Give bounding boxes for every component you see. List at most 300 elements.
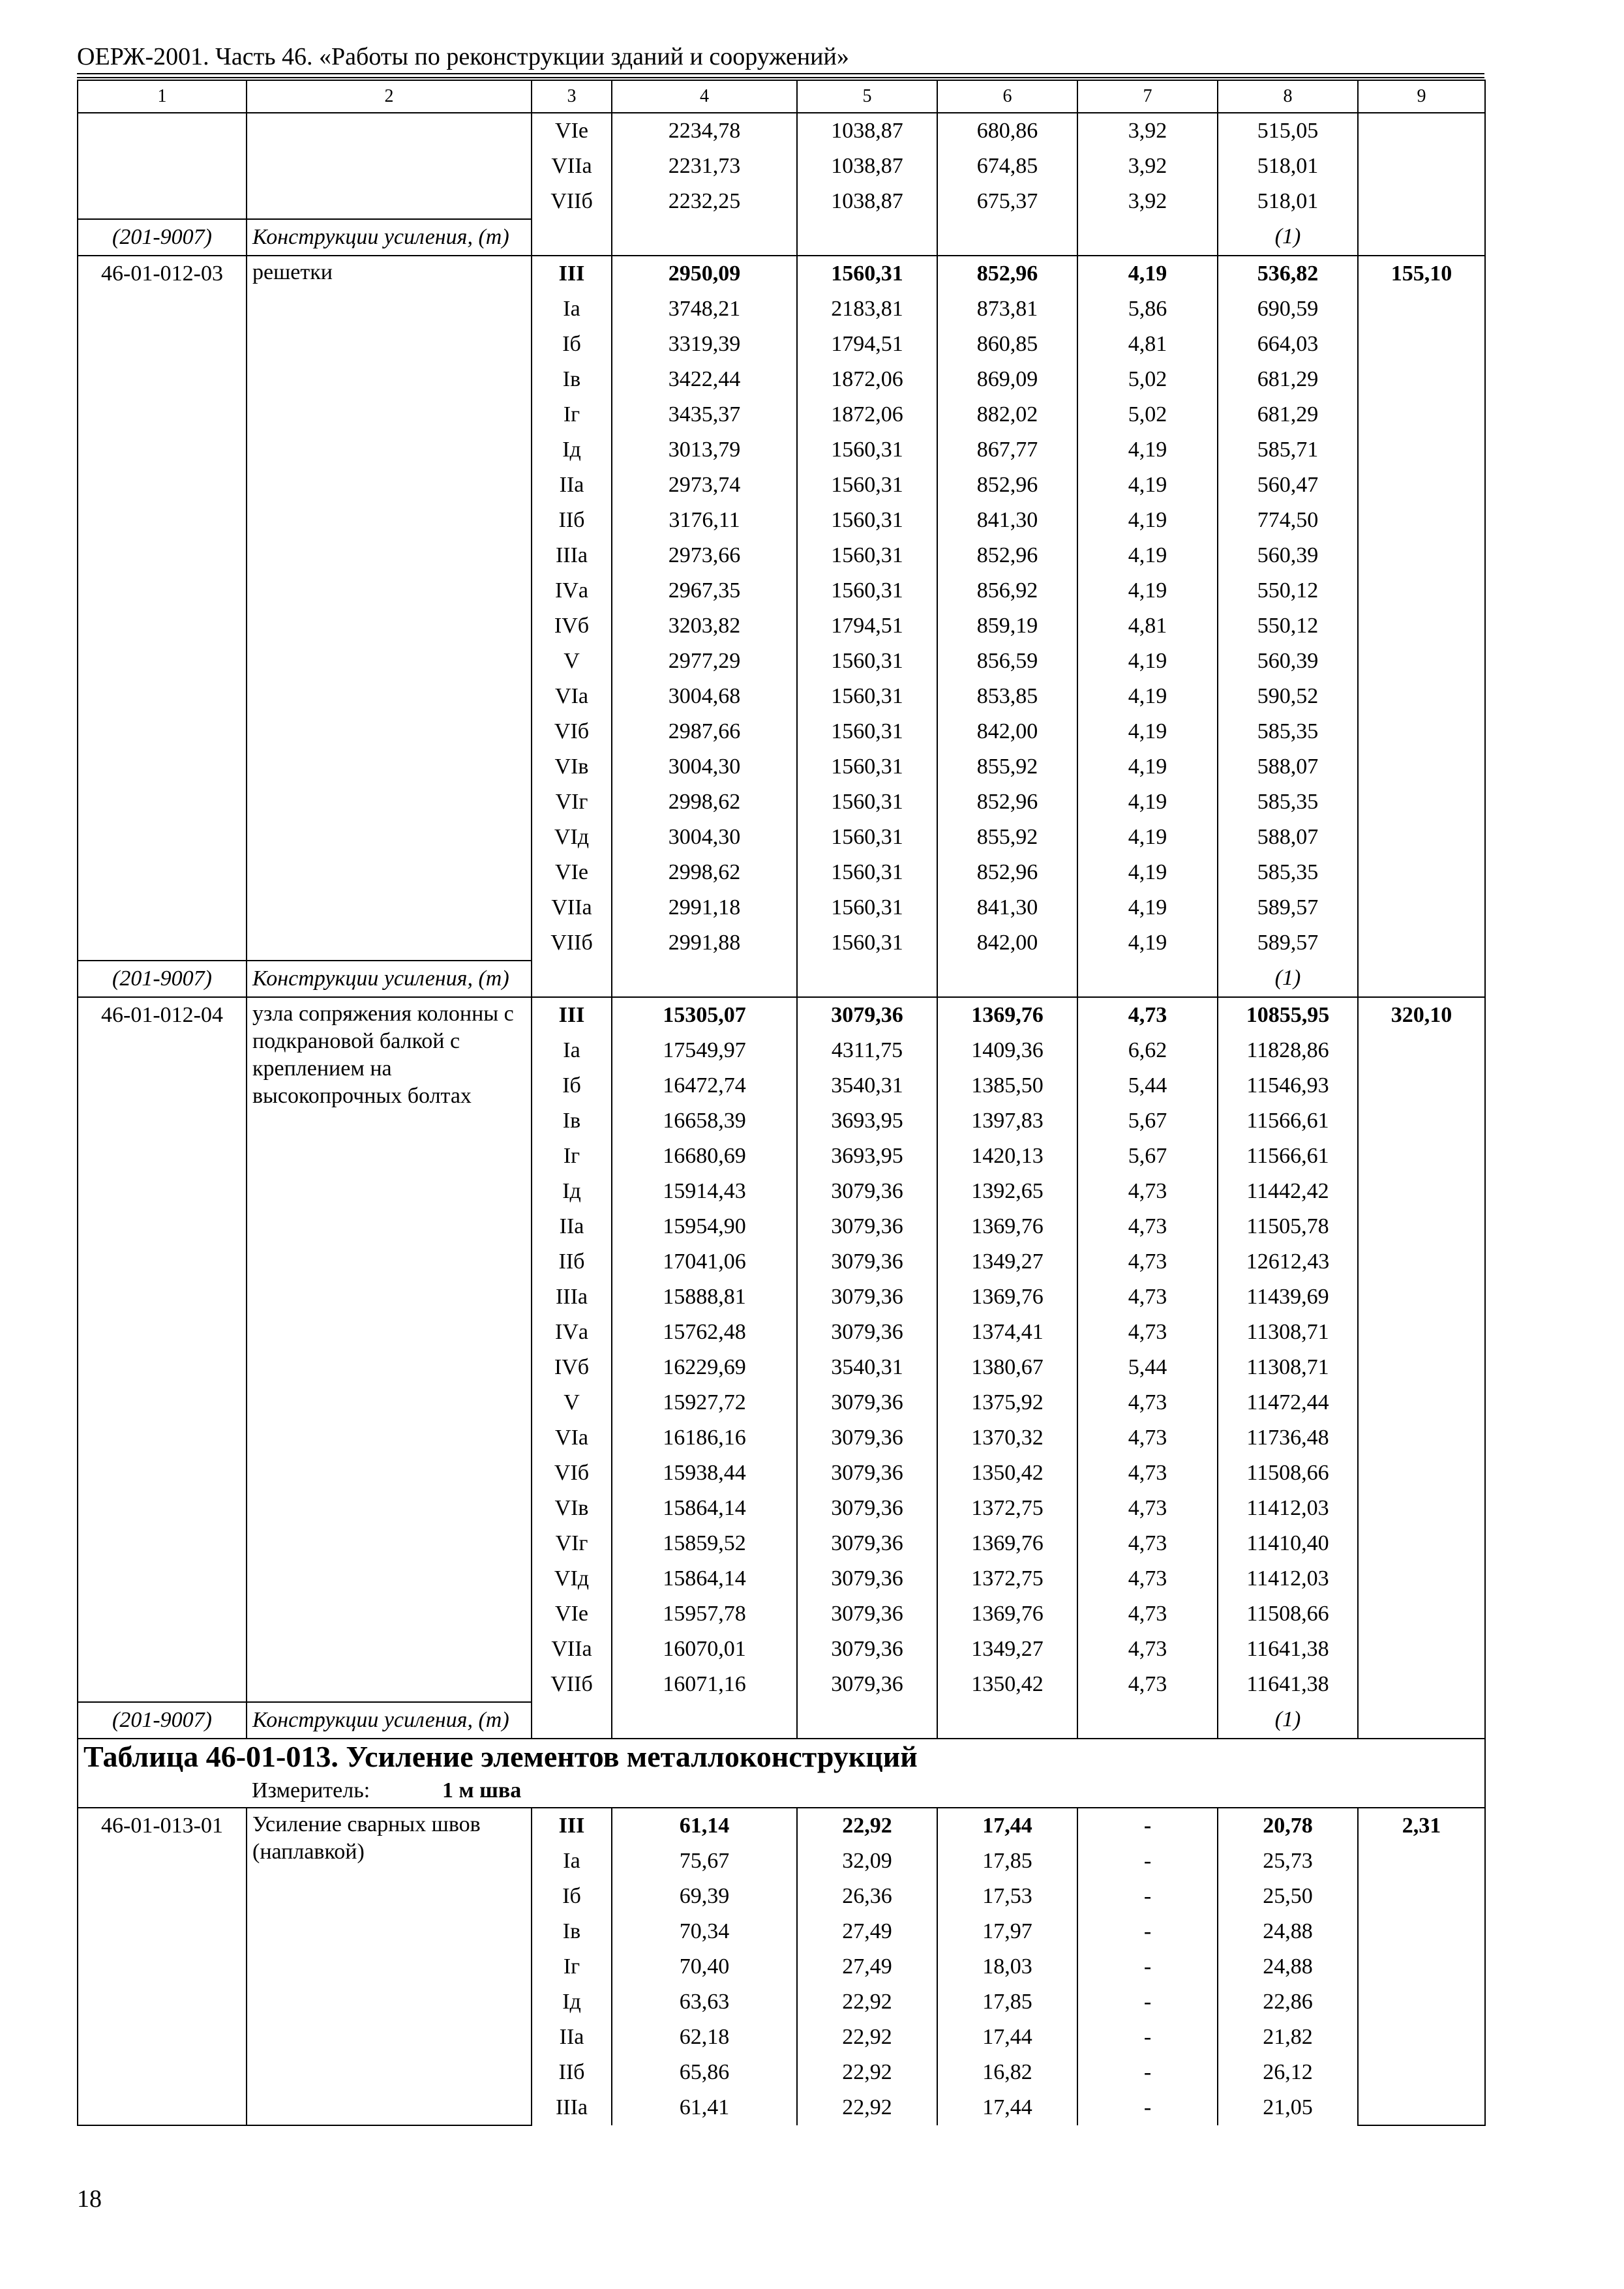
wages-cell: 26,36	[797, 1879, 937, 1914]
machines-cell: 1350,42	[937, 1456, 1077, 1491]
total-cost-cell: 2987,66	[612, 714, 797, 749]
wages-cell: 1872,06	[797, 397, 937, 432]
zone-cell: Iд	[532, 1174, 612, 1209]
materials-cell: 11641,38	[1218, 1632, 1358, 1667]
wages-cell: 3079,36	[797, 1596, 937, 1632]
meter-cell	[78, 1774, 1485, 1808]
materials-cell: 664,03	[1218, 327, 1358, 362]
wages-cell: 3079,36	[797, 1279, 937, 1315]
rate-name	[247, 113, 532, 219]
materials-cell: 515,05	[1218, 113, 1358, 149]
zone-cell: Iб	[532, 327, 612, 362]
total-cost-cell: 65,86	[612, 2055, 797, 2090]
materials-cell: 21,05	[1218, 2090, 1358, 2125]
wages-cell: 3540,31	[797, 1068, 937, 1103]
machinist-wages-cell: 4,19	[1077, 432, 1218, 468]
materials-cell: 585,35	[1218, 785, 1358, 820]
zone-cell: VIб	[532, 1456, 612, 1491]
zone-cell: Iд	[532, 1984, 612, 2020]
total-cost-cell: 2998,62	[612, 785, 797, 820]
total-cost-cell: 15864,14	[612, 1491, 797, 1526]
materials-cell: 11546,93	[1218, 1068, 1358, 1103]
machines-cell: 1372,75	[937, 1491, 1077, 1526]
column-number: 4	[612, 80, 797, 113]
machines-cell: 1369,76	[937, 1526, 1077, 1561]
machinist-wages-cell: 4,73	[1077, 1667, 1218, 1702]
machinist-wages-cell: 4,19	[1077, 644, 1218, 679]
machinist-wages-cell: 4,73	[1077, 1209, 1218, 1244]
wages-cell: 2183,81	[797, 292, 937, 327]
machines-cell: 17,44	[937, 1808, 1077, 1844]
zone-cell: VIе	[532, 113, 612, 149]
column-number: 9	[1358, 80, 1485, 113]
machines-cell: 1370,32	[937, 1420, 1077, 1456]
machinist-wages-cell: -	[1077, 1844, 1218, 1879]
table-title: Таблица 46-01-013. Усиление элементов металлоконструкций	[78, 1739, 1485, 1774]
wages-cell: 1560,31	[797, 890, 937, 925]
machinist-wages-cell: 6,62	[1077, 1033, 1218, 1068]
zone-cell: III	[532, 256, 612, 292]
wages-cell: 1560,31	[797, 503, 937, 538]
wages-cell: 3079,36	[797, 1491, 937, 1526]
rate-name: решетки	[247, 256, 532, 961]
materials-cell: 588,07	[1218, 820, 1358, 855]
empty-cell	[1077, 219, 1218, 256]
wages-cell: 22,92	[797, 2090, 937, 2125]
machines-cell: 1397,83	[937, 1103, 1077, 1139]
machines-cell: 1369,76	[937, 997, 1077, 1033]
empty-cell	[532, 1702, 612, 1739]
wages-cell: 1038,87	[797, 184, 937, 219]
machines-cell: 842,00	[937, 925, 1077, 961]
rate-code: 46-01-012-03	[78, 256, 247, 961]
zone-cell: IVб	[532, 608, 612, 644]
materials-cell: 11412,03	[1218, 1561, 1358, 1596]
empty-cell	[937, 219, 1077, 256]
total-cost-cell: 3013,79	[612, 432, 797, 468]
machinist-wages-cell: 4,19	[1077, 573, 1218, 608]
header-rule	[77, 73, 1484, 74]
empty-cell	[532, 219, 612, 256]
machines-cell: 856,59	[937, 644, 1077, 679]
zone-cell: VIIа	[532, 1632, 612, 1667]
machines-cell: 882,02	[937, 397, 1077, 432]
total-cost-cell: 15957,78	[612, 1596, 797, 1632]
materials-cell: 560,39	[1218, 644, 1358, 679]
resource-row	[78, 1702, 1485, 1739]
zone-cell: III	[532, 997, 612, 1033]
machinist-wages-cell: 4,73	[1077, 1385, 1218, 1420]
materials-cell: 560,47	[1218, 468, 1358, 503]
machinist-wages-cell: 4,73	[1077, 1491, 1218, 1526]
materials-cell: 560,39	[1218, 538, 1358, 573]
machinist-wages-cell: 4,19	[1077, 890, 1218, 925]
materials-cell: 11472,44	[1218, 1385, 1358, 1420]
machines-cell: 17,97	[937, 1914, 1077, 1949]
labor-cost-cell: 2,31	[1358, 1808, 1485, 2125]
machinist-wages-cell: 4,19	[1077, 468, 1218, 503]
materials-cell: 10855,95	[1218, 997, 1358, 1033]
machines-cell: 675,37	[937, 184, 1077, 219]
total-cost-cell: 16229,69	[612, 1350, 797, 1385]
table-row	[78, 256, 1485, 292]
total-cost-cell: 16680,69	[612, 1139, 797, 1174]
materials-cell: 25,50	[1218, 1879, 1358, 1914]
zone-cell: VIIб	[532, 925, 612, 961]
machines-cell: 1380,67	[937, 1350, 1077, 1385]
machinist-wages-cell: 3,92	[1077, 149, 1218, 184]
machines-cell: 841,30	[937, 503, 1077, 538]
wages-cell: 1560,31	[797, 644, 937, 679]
zone-cell: IIа	[532, 2020, 612, 2055]
machinist-wages-cell: 5,67	[1077, 1103, 1218, 1139]
resource-name: Конструкции усиления, (т)	[247, 219, 532, 256]
materials-cell: 26,12	[1218, 2055, 1358, 2090]
rate-code: 46-01-013-01	[78, 1808, 247, 2125]
total-cost-cell: 2234,78	[612, 113, 797, 149]
materials-cell: 585,71	[1218, 432, 1358, 468]
machinist-wages-cell: 4,81	[1077, 327, 1218, 362]
machines-cell: 859,19	[937, 608, 1077, 644]
meter-value: 1 м шва	[442, 1778, 522, 1803]
wages-cell: 3079,36	[797, 1174, 937, 1209]
total-cost-cell: 17041,06	[612, 1244, 797, 1279]
wages-cell: 3540,31	[797, 1350, 937, 1385]
zone-cell: VIг	[532, 785, 612, 820]
wages-cell: 1560,31	[797, 749, 937, 785]
total-cost-cell: 75,67	[612, 1844, 797, 1879]
machinist-wages-cell: 4,19	[1077, 820, 1218, 855]
total-cost-cell: 3004,30	[612, 820, 797, 855]
zone-cell: Iв	[532, 1914, 612, 1949]
column-number: 5	[797, 80, 937, 113]
machinist-wages-cell: 4,19	[1077, 714, 1218, 749]
machines-cell: 1374,41	[937, 1315, 1077, 1350]
total-cost-cell: 2991,88	[612, 925, 797, 961]
column-number: 3	[532, 80, 612, 113]
materials-cell: 774,50	[1218, 503, 1358, 538]
machines-cell: 1409,36	[937, 1033, 1077, 1068]
column-number: 7	[1077, 80, 1218, 113]
zone-cell: Iа	[532, 1844, 612, 1879]
materials-cell: 11641,38	[1218, 1667, 1358, 1702]
machines-cell: 852,96	[937, 538, 1077, 573]
wages-cell: 3079,36	[797, 1244, 937, 1279]
total-cost-cell: 17549,97	[612, 1033, 797, 1068]
materials-cell: 11828,86	[1218, 1033, 1358, 1068]
table-row	[78, 113, 1485, 149]
materials-cell: 585,35	[1218, 714, 1358, 749]
page-header-title: ОЕРЖ-2001. Часть 46. «Работы по реконструкции зданий и сооружений»	[77, 43, 849, 70]
zone-cell: VIIб	[532, 184, 612, 219]
machinist-wages-cell: 4,73	[1077, 1244, 1218, 1279]
total-cost-cell: 63,63	[612, 1984, 797, 2020]
materials-cell: 11736,48	[1218, 1420, 1358, 1456]
wages-cell: 4311,75	[797, 1033, 937, 1068]
resource-row	[78, 961, 1485, 997]
labor-cost-cell: 320,10	[1358, 997, 1485, 1739]
column-number: 8	[1218, 80, 1358, 113]
machinist-wages-cell: 4,73	[1077, 1596, 1218, 1632]
total-cost-cell: 15938,44	[612, 1456, 797, 1491]
zone-cell: IIIа	[532, 2090, 612, 2125]
machines-cell: 852,96	[937, 855, 1077, 890]
table-title-row	[78, 1739, 1485, 1774]
wages-cell: 1560,31	[797, 855, 937, 890]
zone-cell: VIб	[532, 714, 612, 749]
wages-cell: 1560,31	[797, 538, 937, 573]
column-number: 2	[247, 80, 532, 113]
zone-cell: VIд	[532, 1561, 612, 1596]
total-cost-cell: 70,34	[612, 1914, 797, 1949]
total-cost-cell: 2973,66	[612, 538, 797, 573]
machines-cell: 869,09	[937, 362, 1077, 397]
total-cost-cell: 16658,39	[612, 1103, 797, 1139]
machinist-wages-cell: 5,44	[1077, 1068, 1218, 1103]
machines-cell: 867,77	[937, 432, 1077, 468]
zone-cell: IVа	[532, 1315, 612, 1350]
zone-cell: IIб	[532, 503, 612, 538]
total-cost-cell: 3176,11	[612, 503, 797, 538]
empty-cell	[612, 219, 797, 256]
machinist-wages-cell: 5,02	[1077, 397, 1218, 432]
zone-cell: Iг	[532, 397, 612, 432]
zone-cell: Iа	[532, 1033, 612, 1068]
wages-cell: 3079,36	[797, 1315, 937, 1350]
machinist-wages-cell: 4,73	[1077, 1279, 1218, 1315]
wages-cell: 3079,36	[797, 1209, 937, 1244]
machinist-wages-cell: 4,81	[1077, 608, 1218, 644]
empty-cell	[937, 961, 1077, 997]
machines-cell: 1369,76	[937, 1279, 1077, 1315]
zone-cell: VIа	[532, 679, 612, 714]
machinist-wages-cell: -	[1077, 1808, 1218, 1844]
wages-cell: 1794,51	[797, 327, 937, 362]
materials-cell: 20,78	[1218, 1808, 1358, 1844]
empty-cell	[612, 1702, 797, 1739]
machinist-wages-cell: 3,92	[1077, 113, 1218, 149]
materials-cell: 22,86	[1218, 1984, 1358, 2020]
total-cost-cell: 3422,44	[612, 362, 797, 397]
rate-code	[78, 113, 247, 219]
materials-cell: 518,01	[1218, 184, 1358, 219]
total-cost-cell: 3004,68	[612, 679, 797, 714]
resource-quantity: (1)	[1218, 219, 1358, 256]
materials-cell: 588,07	[1218, 749, 1358, 785]
empty-cell	[612, 961, 797, 997]
column-number: 6	[937, 80, 1077, 113]
total-cost-cell: 15888,81	[612, 1279, 797, 1315]
wages-cell: 3079,36	[797, 1526, 937, 1561]
machinist-wages-cell: 4,73	[1077, 1561, 1218, 1596]
materials-cell: 11308,71	[1218, 1350, 1358, 1385]
machines-cell: 841,30	[937, 890, 1077, 925]
total-cost-cell: 2977,29	[612, 644, 797, 679]
machines-cell: 853,85	[937, 679, 1077, 714]
materials-cell: 11442,42	[1218, 1174, 1358, 1209]
total-cost-cell: 69,39	[612, 1879, 797, 1914]
empty-cell	[797, 219, 937, 256]
machines-cell: 842,00	[937, 714, 1077, 749]
zone-cell: VIIа	[532, 890, 612, 925]
total-cost-cell: 16472,74	[612, 1068, 797, 1103]
materials-cell: 589,57	[1218, 925, 1358, 961]
machinist-wages-cell: 4,19	[1077, 855, 1218, 890]
rate-code: 46-01-012-04	[78, 997, 247, 1702]
machinist-wages-cell: 4,73	[1077, 1315, 1218, 1350]
total-cost-cell: 15954,90	[612, 1209, 797, 1244]
total-cost-cell: 2950,09	[612, 256, 797, 292]
materials-cell: 681,29	[1218, 362, 1358, 397]
table-row	[78, 997, 1485, 1033]
zone-cell: IIа	[532, 468, 612, 503]
zone-cell: VIе	[532, 1596, 612, 1632]
wages-cell: 3079,36	[797, 1632, 937, 1667]
zone-cell: Iб	[532, 1068, 612, 1103]
total-cost-cell: 15305,07	[612, 997, 797, 1033]
total-cost-cell: 3748,21	[612, 292, 797, 327]
resource-name: Конструкции усиления, (т)	[247, 961, 532, 997]
total-cost-cell: 16186,16	[612, 1420, 797, 1456]
rate-name: узла сопряжения колонны с подкрановой балкой с креплением на высокопрочных болтах	[247, 997, 532, 1702]
total-cost-cell: 61,41	[612, 2090, 797, 2125]
machines-cell: 852,96	[937, 256, 1077, 292]
machinist-wages-cell: 4,73	[1077, 1456, 1218, 1491]
machines-cell: 1369,76	[937, 1596, 1077, 1632]
materials-cell: 536,82	[1218, 256, 1358, 292]
resource-code: (201-9007)	[78, 219, 247, 256]
wages-cell: 3693,95	[797, 1103, 937, 1139]
materials-cell: 25,73	[1218, 1844, 1358, 1879]
machinist-wages-cell: -	[1077, 1914, 1218, 1949]
machines-cell: 856,92	[937, 573, 1077, 608]
materials-cell: 11505,78	[1218, 1209, 1358, 1244]
machinist-wages-cell: -	[1077, 1949, 1218, 1984]
machinist-wages-cell: 5,44	[1077, 1350, 1218, 1385]
machinist-wages-cell: 3,92	[1077, 184, 1218, 219]
empty-cell	[532, 961, 612, 997]
zone-cell: IIб	[532, 1244, 612, 1279]
wages-cell: 27,49	[797, 1949, 937, 1984]
wages-cell: 32,09	[797, 1844, 937, 1879]
machines-cell: 16,82	[937, 2055, 1077, 2090]
column-number: 1	[78, 80, 247, 113]
machines-cell: 1369,76	[937, 1209, 1077, 1244]
wages-cell: 1038,87	[797, 149, 937, 184]
machines-cell: 873,81	[937, 292, 1077, 327]
zone-cell: Iв	[532, 1103, 612, 1139]
materials-cell: 11308,71	[1218, 1315, 1358, 1350]
wages-cell: 3079,36	[797, 1667, 937, 1702]
zone-cell: IIIа	[532, 538, 612, 573]
labor-cost-cell	[1358, 113, 1485, 256]
wages-cell: 3079,36	[797, 997, 937, 1033]
total-cost-cell: 16070,01	[612, 1632, 797, 1667]
machines-cell: 17,44	[937, 2090, 1077, 2125]
wages-cell: 3079,36	[797, 1420, 937, 1456]
zone-cell: VIд	[532, 820, 612, 855]
rate-name: Усиление сварных швов (наплавкой)	[247, 1808, 532, 2125]
machinist-wages-cell: -	[1077, 2055, 1218, 2090]
machines-cell: 1420,13	[937, 1139, 1077, 1174]
zone-cell: VIг	[532, 1526, 612, 1561]
materials-cell: 11412,03	[1218, 1491, 1358, 1526]
zone-cell: Iб	[532, 1879, 612, 1914]
empty-cell	[937, 1702, 1077, 1739]
wages-cell: 22,92	[797, 1808, 937, 1844]
total-cost-cell: 16071,16	[612, 1667, 797, 1702]
machines-cell: 674,85	[937, 149, 1077, 184]
total-cost-cell: 3319,39	[612, 327, 797, 362]
materials-cell: 585,35	[1218, 855, 1358, 890]
wages-cell: 27,49	[797, 1914, 937, 1949]
materials-cell: 11508,66	[1218, 1456, 1358, 1491]
zone-cell: VIв	[532, 1491, 612, 1526]
materials-cell: 518,01	[1218, 149, 1358, 184]
machinist-wages-cell: 4,19	[1077, 538, 1218, 573]
materials-cell: 690,59	[1218, 292, 1358, 327]
machinist-wages-cell: 4,19	[1077, 256, 1218, 292]
wages-cell: 1038,87	[797, 113, 937, 149]
total-cost-cell: 15914,43	[612, 1174, 797, 1209]
machines-cell: 680,86	[937, 113, 1077, 149]
machinist-wages-cell: -	[1077, 2020, 1218, 2055]
wages-cell: 22,92	[797, 2020, 937, 2055]
wages-cell: 22,92	[797, 1984, 937, 2020]
resource-name: Конструкции усиления, (т)	[247, 1702, 532, 1739]
materials-cell: 590,52	[1218, 679, 1358, 714]
materials-cell: 24,88	[1218, 1914, 1358, 1949]
machinist-wages-cell: -	[1077, 1879, 1218, 1914]
zone-cell: IVа	[532, 573, 612, 608]
empty-cell	[1077, 1702, 1218, 1739]
total-cost-cell: 3203,82	[612, 608, 797, 644]
materials-cell: 21,82	[1218, 2020, 1358, 2055]
resource-code: (201-9007)	[78, 1702, 247, 1739]
machines-cell: 855,92	[937, 749, 1077, 785]
machinist-wages-cell: 4,19	[1077, 679, 1218, 714]
total-cost-cell: 15864,14	[612, 1561, 797, 1596]
machinist-wages-cell: -	[1077, 1984, 1218, 2020]
zone-cell: VIIа	[532, 149, 612, 184]
zone-cell: Iг	[532, 1139, 612, 1174]
zone-cell: VIIб	[532, 1667, 612, 1702]
wages-cell: 1560,31	[797, 432, 937, 468]
machines-cell: 17,85	[937, 1844, 1077, 1879]
wages-cell: 1560,31	[797, 573, 937, 608]
materials-cell: 681,29	[1218, 397, 1358, 432]
wages-cell: 3079,36	[797, 1456, 937, 1491]
zone-cell: III	[532, 1808, 612, 1844]
zone-cell: VIв	[532, 749, 612, 785]
zone-cell: VIе	[532, 855, 612, 890]
column-numbers-row	[78, 80, 1485, 113]
wages-cell: 3079,36	[797, 1385, 937, 1420]
zone-cell: Iд	[532, 432, 612, 468]
total-cost-cell: 2973,74	[612, 468, 797, 503]
empty-cell	[1077, 961, 1218, 997]
materials-cell: 11508,66	[1218, 1596, 1358, 1632]
wages-cell: 1560,31	[797, 256, 937, 292]
materials-cell: 24,88	[1218, 1949, 1358, 1984]
total-cost-cell: 2231,73	[612, 149, 797, 184]
total-cost-cell: 62,18	[612, 2020, 797, 2055]
machinist-wages-cell: 4,19	[1077, 785, 1218, 820]
wages-cell: 1560,31	[797, 820, 937, 855]
resource-row	[78, 219, 1485, 256]
wages-cell: 1794,51	[797, 608, 937, 644]
wages-cell: 1560,31	[797, 925, 937, 961]
